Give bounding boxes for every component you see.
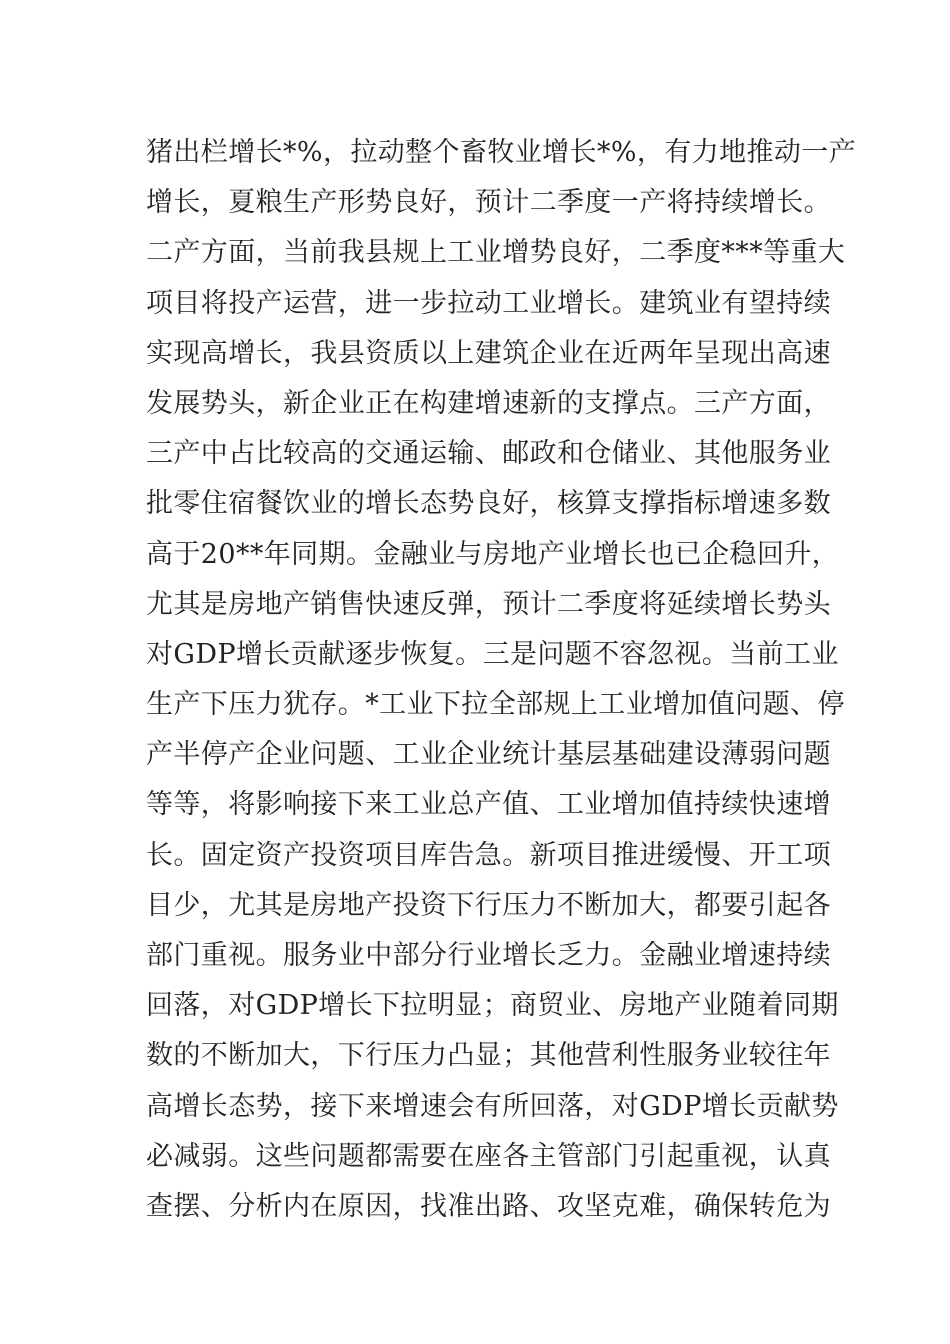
text-line-4: 项目将投产运营，进一步拉动工业增长。建筑业有望持续 — [146, 287, 831, 319]
text-line-9: 高于20**年同期。金融业与房地产业增长也已企稳回升， — [146, 538, 840, 570]
text-line-11: 对GDP增长贡献逐步恢复。三是问题不容忽视。当前工业 — [146, 638, 839, 670]
text-line-15: 长。固定资产投资项目库告急。新项目推进缓慢、开工项 — [146, 839, 831, 871]
text-line-18: 回落，对GDP增长下拉明显；商贸业、房地产业随着同期 — [146, 990, 839, 1022]
text-line-2: 增长，夏粮生产形势良好，预计二季度一产将持续增长。 — [146, 187, 831, 219]
text-line-12: 生产下压力犹存。*工业下拉全部规上工业增加值问题、停 — [146, 689, 845, 721]
text-line-20: 高增长态势，接下来增速会有所回落，对GDP增长贡献势 — [146, 1090, 839, 1122]
text-line-22: 查摆、分析内在原因，找准出路、攻坚克难，确保转危为 — [146, 1190, 831, 1222]
text-line-6: 发展势头，新企业正在构建增速新的支撑点。三产方面， — [146, 387, 831, 419]
text-line-19: 数的不断加大，下行压力凸显；其他营利性服务业较往年 — [146, 1040, 831, 1072]
text-line-1: 猪出栏增长*%，拉动整个畜牧业增长*%，有力地推动一产 — [146, 137, 857, 168]
text-line-16: 目少，尤其是房地产投资下行压力不断加大，都要引起各 — [146, 889, 831, 921]
text-line-13: 产半停产企业问题、工业企业统计基层基础建设薄弱问题 — [146, 739, 831, 771]
text-line-10: 尤其是房地产销售快速反弹，预计二季度将延续增长势头 — [146, 588, 831, 620]
text-line-7: 三产中占比较高的交通运输、邮政和仓储业、其他服务业 — [146, 438, 831, 470]
text-line-14: 等等，将影响接下来工业总产值、工业增加值持续快速增 — [146, 789, 831, 821]
text-line-5: 实现高增长，我县资质以上建筑企业在近两年呈现出高速 — [146, 337, 831, 369]
text-line-3: 二产方面，当前我县规上工业增势良好，二季度***等重大 — [146, 237, 846, 269]
text-line-21: 必减弱。这些问题都需要在座各主管部门引起重视，认真 — [146, 1140, 831, 1172]
body-text — [146, 128, 857, 1232]
text-line-17: 部门重视。服务业中部分行业增长乏力。金融业增速持续 — [146, 940, 831, 971]
text-line-8: 批零住宿餐饮业的增长态势良好，核算支撑指标增速多数 — [146, 488, 831, 520]
